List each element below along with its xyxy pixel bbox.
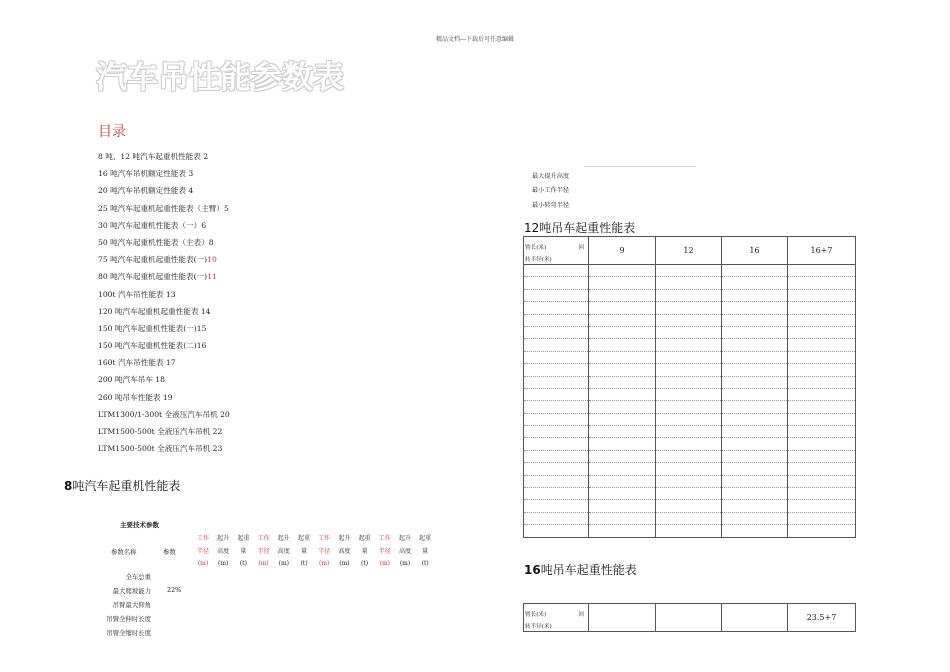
table-cell — [722, 401, 788, 413]
table-cell — [589, 302, 656, 314]
toc-item-text: 16 吨汽车吊机额定性能表 3 — [98, 169, 194, 179]
table-cell — [788, 512, 856, 524]
table-16t-corner — [524, 604, 589, 632]
toc-item-text: 30 吨汽车起重机性能表（一）6 — [98, 220, 207, 230]
table-cell — [656, 351, 722, 363]
table-row — [524, 302, 856, 314]
table-cell — [656, 512, 722, 524]
table-cell — [589, 438, 656, 450]
table-cell — [788, 463, 856, 475]
table-row — [524, 525, 856, 537]
spec-title: 主要技术参数 — [120, 521, 159, 529]
table-cell — [788, 475, 856, 487]
toc-item[interactable] — [98, 221, 230, 238]
table-cell — [788, 339, 856, 351]
table-cell — [656, 463, 722, 475]
toc-item[interactable] — [98, 427, 230, 444]
table-cell — [656, 314, 722, 326]
spec-col-header-line: (t) — [421, 560, 429, 567]
table-cell — [722, 500, 788, 512]
table-row — [524, 438, 856, 450]
spec-col-header-line: 工作 — [257, 535, 270, 542]
toc-item-text: 50 吨汽车起重机性能表（主表）8 — [98, 237, 214, 247]
table-cell — [722, 314, 788, 326]
table-cell — [524, 314, 589, 326]
corner-label-radius: 转半径(米) — [525, 257, 552, 263]
spec-col-header-line: (m) — [319, 560, 330, 567]
toc-item[interactable] — [98, 307, 230, 324]
spec-row-name: 最大爬坡能力 — [112, 586, 151, 595]
table-cell — [589, 388, 656, 400]
table-row — [524, 376, 856, 388]
table-cell — [722, 302, 788, 314]
table-cell — [656, 376, 722, 388]
spec-col-header — [415, 533, 435, 571]
section-12-heading — [524, 219, 635, 236]
toc-item[interactable] — [98, 169, 230, 186]
table-cell — [524, 426, 589, 438]
table-cell — [656, 388, 722, 400]
toc-item-text: 200 吨汽车吊车 18 — [98, 375, 165, 385]
table-cell — [722, 512, 788, 524]
toc-item[interactable] — [98, 186, 230, 203]
table-cell — [788, 525, 856, 537]
table-cell — [656, 302, 722, 314]
table-cell — [722, 488, 788, 500]
table-cell — [524, 488, 589, 500]
table-cell — [524, 401, 589, 413]
table-cell — [788, 488, 856, 500]
spec-row-name: 吊臂最大仰角 — [112, 600, 151, 609]
param-name-label: 参数名称 — [111, 548, 137, 556]
table-row — [524, 450, 856, 462]
table-cell — [589, 488, 656, 500]
toc-item-text: 80 吨汽车起重机起重性能表(一) — [98, 272, 208, 282]
table-cell — [524, 364, 589, 376]
table-cell — [656, 450, 722, 462]
table-12t — [523, 236, 856, 538]
toc-item-text: 8 吨、12 吨汽车起重机性能表 2 — [98, 152, 209, 161]
table-cell — [589, 525, 656, 537]
section-8-heading — [64, 477, 180, 494]
table-16t-col: 23.5+7 — [788, 604, 856, 632]
section-16-num: 16 — [524, 563, 541, 577]
spec-col-header-line: 起升 — [217, 535, 230, 542]
spec-col-header-line: (m) — [339, 560, 350, 567]
toc-item-text: LTM1300/1-300t 全液压汽车吊机 20 — [98, 409, 230, 419]
table-cell — [788, 450, 856, 462]
spec-col-header — [233, 533, 253, 571]
spec-col-header — [355, 533, 375, 571]
table-cell — [722, 326, 788, 338]
spec-row-name: 全车总重 — [125, 573, 151, 581]
toc-item-text: 260 吨吊车性能表 19 — [98, 392, 173, 402]
spec-col-header-line: (t) — [361, 560, 369, 567]
toc-heading: 目录 — [98, 124, 126, 140]
spec-col-header-line: 起重 — [419, 535, 432, 542]
table-cell — [589, 401, 656, 413]
toc-item-text: LTM1500-500t 全液压汽车吊机 23 — [98, 444, 223, 454]
table-cell — [524, 475, 589, 487]
toc-item-text: 75 吨汽车起重机起重性能表(一) — [98, 255, 208, 265]
table-cell — [788, 289, 856, 301]
corner-label-radius: 转半径(米) — [525, 624, 552, 630]
toc-item[interactable] — [98, 152, 230, 169]
table-cell — [589, 426, 656, 438]
table-cell — [788, 401, 856, 413]
spec-col-header — [274, 533, 294, 571]
table-cell — [656, 413, 722, 425]
table-cell — [524, 512, 589, 524]
table-cell — [788, 265, 856, 277]
spec-col-header-line: 工作 — [196, 535, 209, 542]
toc-item-text: 120 吨汽车起重机起重性能表 14 — [98, 306, 211, 316]
spec-col-header-line: 半径 — [318, 547, 331, 555]
toc-item-text: 25 吨汽车起重机起重性能表（主臂）5 — [98, 203, 229, 213]
spec-col-header-line: 起升 — [398, 535, 411, 542]
table-cell — [788, 351, 856, 363]
section-8-num: 8 — [64, 479, 73, 493]
table-cell — [524, 302, 589, 314]
table-cell — [656, 426, 722, 438]
corner-label-arm: 臂长(米) — [525, 245, 547, 251]
table-cell — [788, 376, 856, 388]
spec-col-header — [334, 533, 354, 571]
table-cell — [524, 450, 589, 462]
spec-col-header — [254, 533, 274, 571]
table-row — [524, 265, 856, 277]
table-cell — [524, 289, 589, 301]
table-row — [524, 475, 856, 487]
spec-col-header — [294, 533, 314, 571]
right-param-label: 最小工作半径 — [532, 187, 570, 195]
table-row — [524, 326, 856, 338]
toc-list — [98, 152, 230, 461]
spec-row-value: 22% — [167, 585, 182, 594]
table-cell — [656, 339, 722, 351]
table-cell — [524, 351, 589, 363]
table-cell — [656, 475, 722, 487]
table-cell — [722, 289, 788, 301]
table-cell — [524, 376, 589, 388]
table-cell — [656, 525, 722, 537]
table-cell — [524, 500, 589, 512]
toc-item[interactable] — [98, 410, 230, 427]
table-16t-col — [656, 604, 722, 632]
document-title: 汽车吊性能参数表 — [96, 60, 344, 96]
spec-col-header-line: 起升 — [338, 535, 351, 542]
spec-col-header-line: (m) — [197, 560, 209, 567]
table-cell — [656, 364, 722, 376]
table-row — [524, 500, 856, 512]
toc-item[interactable] — [98, 255, 230, 272]
toc-item[interactable] — [98, 290, 230, 307]
table-cell — [656, 500, 722, 512]
toc-item[interactable] — [98, 204, 230, 221]
table-16t-col — [589, 604, 656, 632]
spec-col-header-line: 起升 — [277, 535, 290, 542]
table-12t-corner — [524, 237, 589, 265]
toc-item[interactable] — [98, 358, 230, 375]
table-cell — [788, 326, 856, 338]
spec-col-header-line: 半径 — [196, 547, 209, 555]
table-cell — [656, 289, 722, 301]
table-row — [524, 289, 856, 301]
table-cell — [524, 525, 589, 537]
table-cell — [589, 500, 656, 512]
section-8-title: 吨汽车起重机性能表 — [72, 479, 181, 493]
table-cell — [589, 413, 656, 425]
spec-col-header-line: 量 — [240, 547, 247, 555]
spec-row-name: 吊臂全缩时长度 — [106, 628, 151, 637]
table-cell — [722, 438, 788, 450]
spec-col-header — [314, 533, 334, 571]
table-cell — [722, 277, 788, 289]
corner-label-hui: 回 — [578, 612, 584, 618]
table-cell — [722, 463, 788, 475]
table-cell — [589, 376, 656, 388]
table-cell — [722, 450, 788, 462]
table-cell — [524, 265, 589, 277]
toc-item[interactable] — [98, 444, 230, 461]
table-row — [524, 463, 856, 475]
table-cell — [589, 463, 656, 475]
toc-item-text: 100t 汽车吊性能表 13 — [98, 289, 176, 299]
spec-col-header-line: (m) — [399, 560, 411, 567]
table-cell — [722, 351, 788, 363]
spec-col-header-line: 高度 — [217, 547, 230, 555]
table-cell — [788, 302, 856, 314]
section-12-num: 12 — [524, 221, 540, 235]
table-cell — [656, 326, 722, 338]
table-cell — [788, 413, 856, 425]
table-16t — [523, 603, 856, 632]
table-cell — [722, 265, 788, 277]
table-row — [524, 314, 856, 326]
section-12-title: 吨吊车起重性能表 — [539, 221, 636, 235]
table-cell — [524, 413, 589, 425]
table-cell — [788, 277, 856, 289]
spec-col-header-line: (m) — [218, 560, 229, 567]
table-cell — [589, 450, 656, 462]
table-cell — [722, 364, 788, 376]
table-row — [524, 426, 856, 438]
table-12t-col: 16 — [722, 237, 788, 265]
table-cell — [722, 413, 788, 425]
table-cell — [722, 426, 788, 438]
toc-item-text: LTM1500-500t 全液压汽车吊机 22 — [98, 427, 223, 436]
table-cell — [788, 500, 856, 512]
spec-col-header-line: 量 — [361, 547, 368, 555]
table-row — [524, 339, 856, 351]
toc-item[interactable] — [98, 341, 230, 358]
spec-col-header — [193, 533, 213, 571]
toc-item-page-red: 10 — [207, 255, 217, 265]
table-cell — [524, 277, 589, 289]
section-16-title: 吨吊车起重性能表 — [540, 563, 637, 577]
spec-col-header-line: 高度 — [398, 547, 411, 555]
divider-line — [584, 166, 696, 167]
spec-col-header — [395, 533, 415, 571]
table-cell — [589, 314, 656, 326]
right-param-label: 最小转弯半径 — [532, 201, 570, 209]
toc-item-text: 20 吨汽车吊机额定性能表 4 — [98, 186, 194, 196]
table-cell — [788, 364, 856, 376]
toc-item-text: 150 吨汽车起重机性能表(一)15 — [98, 323, 207, 333]
spec-col-header-line: 量 — [300, 547, 307, 555]
spec-col-header — [375, 533, 395, 571]
table-row — [524, 364, 856, 376]
toc-item-text: 160t 汽车吊性能表 17 — [98, 358, 176, 368]
table-cell — [589, 351, 656, 363]
table-cell — [589, 364, 656, 376]
table-cell — [656, 401, 722, 413]
table-cell — [722, 525, 788, 537]
table-12t-col: 16+7 — [788, 237, 856, 265]
table-cell — [524, 326, 589, 338]
spec-col-header — [213, 533, 233, 571]
table-cell — [788, 438, 856, 450]
table-12t-col: 12 — [656, 237, 722, 265]
spec-row-name: 吊臂全伸时长度 — [106, 614, 151, 623]
corner-label-hui: 回 — [578, 245, 584, 251]
spec-col-header-line: 半径 — [378, 547, 391, 555]
table-cell — [656, 265, 722, 277]
table-cell — [722, 475, 788, 487]
table-cell — [589, 475, 656, 487]
table-cell — [722, 339, 788, 351]
toc-item[interactable] — [98, 375, 230, 392]
table-cell — [656, 488, 722, 500]
table-cell — [722, 388, 788, 400]
spec-col-header-line: 工作 — [318, 535, 331, 542]
toc-item[interactable] — [98, 238, 230, 255]
table-row — [524, 512, 856, 524]
table-row — [524, 277, 856, 289]
table-row — [524, 488, 856, 500]
table-cell — [722, 376, 788, 388]
table-cell — [524, 438, 589, 450]
table-cell — [788, 314, 856, 326]
spec-col-header-line: 起重 — [358, 535, 371, 542]
spec-col-header-line: 起重 — [237, 535, 250, 542]
table-cell — [656, 277, 722, 289]
spec-col-header-line: (m) — [278, 560, 289, 567]
table-cell — [788, 426, 856, 438]
spec-col-header-line: 高度 — [338, 547, 351, 555]
spec-col-header-line: 半径 — [257, 547, 270, 555]
table-cell — [589, 289, 656, 301]
table-cell — [589, 339, 656, 351]
toc-item[interactable] — [98, 393, 230, 410]
table-16t-col — [722, 604, 788, 632]
spec-col-header-line: 工作 — [378, 535, 391, 542]
table-row — [524, 388, 856, 400]
table-cell — [589, 277, 656, 289]
spec-col-header-line: (m) — [258, 560, 269, 567]
table-row — [524, 413, 856, 425]
spec-col-header-line: (m) — [379, 560, 390, 567]
table-cell — [589, 326, 656, 338]
table-cell — [524, 339, 589, 351]
table-cell — [788, 388, 856, 400]
table-row — [524, 401, 856, 413]
spec-col-header-line: 起重 — [297, 535, 310, 542]
table-cell — [589, 265, 656, 277]
section-16-heading — [524, 561, 637, 578]
toc-item-text: 150 吨汽车起重机性能表(二)16 — [98, 341, 207, 351]
spec-col-header-line: (t) — [239, 560, 247, 567]
right-param-label: 最大提升高度 — [532, 173, 570, 180]
spec-col-header-line: 高度 — [277, 547, 290, 555]
table-cell — [524, 463, 589, 475]
spec-col-header-line: 量 — [422, 547, 429, 555]
table-cell — [589, 512, 656, 524]
table-row — [524, 351, 856, 363]
page-header-note: 精品文档---下载后可任意编辑 — [435, 36, 515, 43]
toc-item-page-red: 11 — [207, 272, 217, 282]
table-cell — [656, 438, 722, 450]
table-cell — [524, 388, 589, 400]
toc-item[interactable] — [98, 272, 230, 289]
table-12t-col: 9 — [589, 237, 656, 265]
corner-label-arm: 臂长(米) — [525, 612, 547, 618]
param-label: 参数 — [163, 548, 176, 556]
spec-col-header-line: (t) — [300, 560, 308, 567]
toc-item[interactable] — [98, 324, 230, 341]
